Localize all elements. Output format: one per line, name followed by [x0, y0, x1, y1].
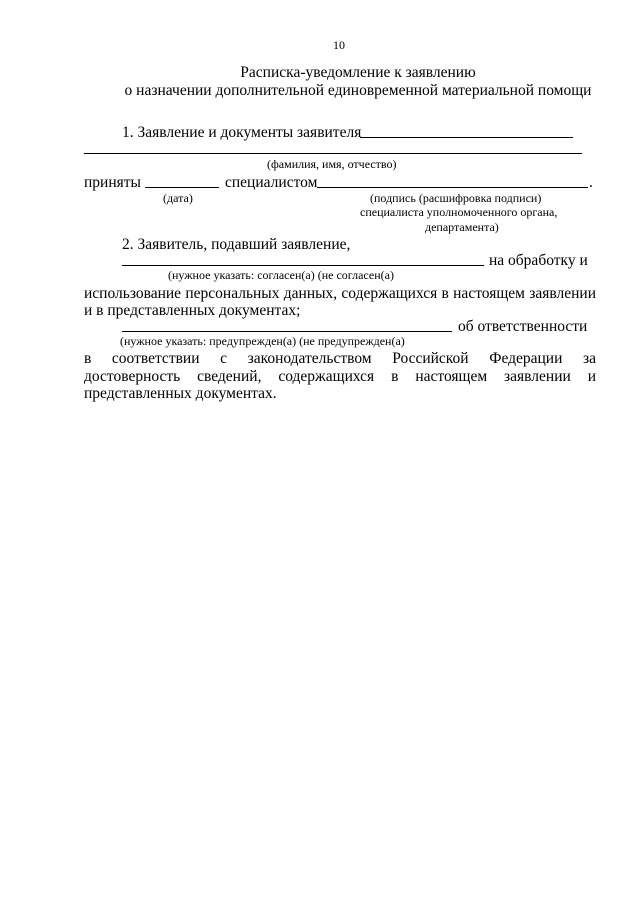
paragraph-2-line-1: в соответствии с законодательством Российской Федерации за: [84, 350, 596, 367]
item-1-label: 1. Заявление и документы заявителя: [122, 124, 362, 141]
consent-line: [122, 265, 484, 266]
date-caption: (дата): [163, 191, 193, 205]
consent-caption: (нужное указать: согласен(а) (не согласен(а): [168, 268, 394, 282]
signature-caption-3: департамента): [425, 220, 499, 234]
applicant-name-line: [360, 137, 573, 138]
item-2-label: 2. Заявитель, подавший заявление,: [122, 236, 351, 253]
specialist-signature-line: [317, 187, 588, 188]
fio-caption: (фамилия, имя, отчество): [267, 157, 397, 171]
document-title-line-1: Расписка-уведомление к заявлению: [240, 64, 476, 81]
page-number: 10: [333, 38, 345, 52]
end-dot: .: [589, 174, 593, 191]
accepted-word: приняты: [84, 174, 141, 191]
paragraph-1-line-1: использование персональных данных, содержащихся в настоящем заявлении: [84, 285, 596, 302]
paragraph-2-line-3: представленных документах.: [84, 385, 277, 402]
date-line: [145, 187, 219, 188]
paragraph-1-line-2: и в представленных документах;: [84, 302, 301, 319]
signature-caption-2: специалиста уполномоченного органа,: [360, 205, 558, 219]
specialist-word: специалистом: [225, 174, 318, 191]
warned-caption: (нужное указать: предупрежден(а) (не предупрежден(а): [120, 334, 405, 348]
applicant-name-line-full: [84, 153, 582, 154]
signature-caption-1: (подпись (расшифровка подписи): [370, 191, 542, 205]
warned-line: [122, 331, 452, 332]
processing-text: на обработку и: [489, 252, 588, 269]
responsibility-text: об ответственности: [458, 318, 588, 335]
paragraph-2-line-2: достоверность сведений, содержащихся в настоящем заявлении и: [84, 368, 596, 385]
document-title-line-2: о назначении дополнительной единовременной материальной помощи: [124, 82, 592, 99]
